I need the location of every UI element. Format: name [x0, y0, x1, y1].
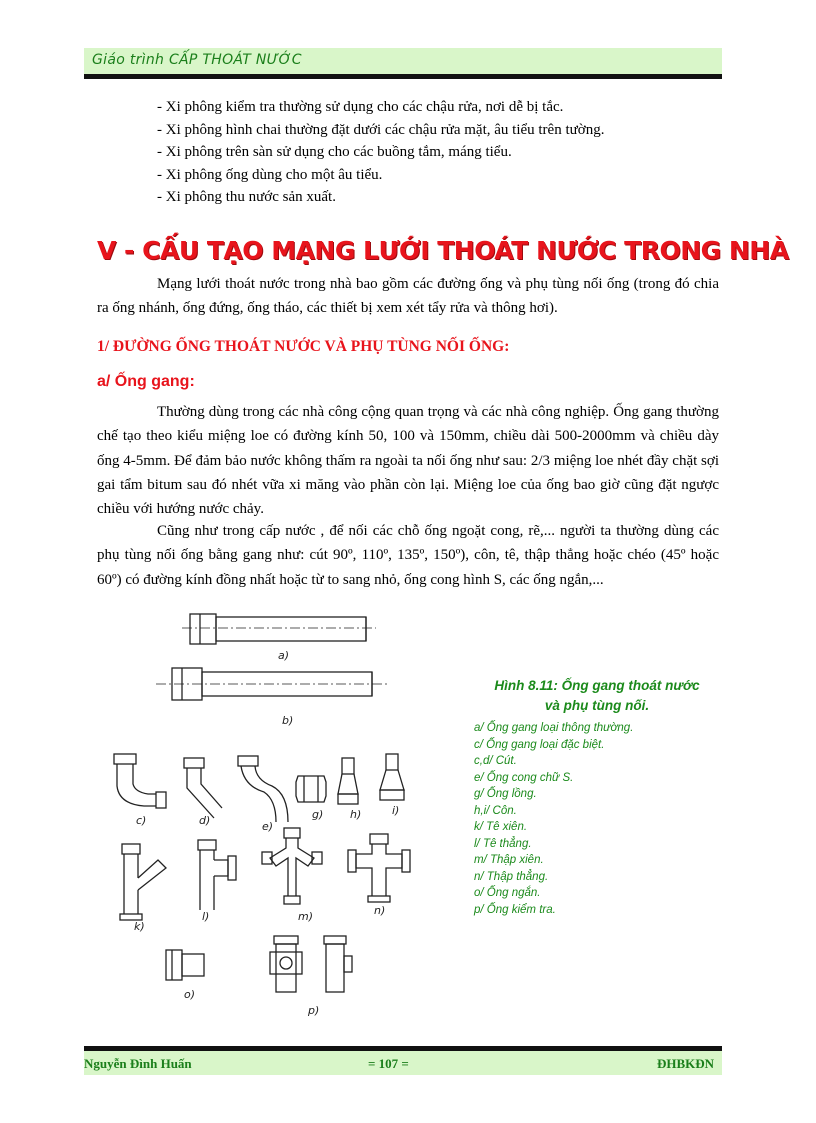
pipe-b-drawing	[156, 668, 390, 700]
elbow-c-drawing	[114, 754, 166, 808]
fig-label-d: d)	[199, 814, 211, 827]
legend-item: p/ Ống kiểm tra.	[474, 903, 556, 916]
fig-label-i: i)	[392, 804, 400, 817]
legend-item: g/ Ống lồng.	[474, 788, 537, 800]
bullet-item: - Xi phông trên sàn sử dụng cho các buồng tắm, máng tiểu.	[157, 144, 512, 160]
legend-item: n/ Thập thẳng.	[474, 870, 549, 883]
fig-label-b: b)	[282, 714, 294, 727]
s-pipe-drawing	[238, 756, 288, 822]
paragraph-cast-iron: Thường dùng trong các nhà công cộng quan trọng và các nhà công nghiệp. Ống gang thường chế tạo theo kiểu miệng loe có đường kính 50, 100 và 150mm, chiều dài 500-2000mm và chiều dày ống 4-5mm. Để đảm bảo nước không thấm ra ngoài ta nối ống như sau: 2/3 miệng loe nhét đầy chặt sợi gai tẩm bitum sau đó nhét vữa xi măng vào phần còn lại. Miệng loe của ống bao giờ cũng đặt ngược chiều với hướng nước chảy.	[97, 404, 719, 518]
double-wye-m-drawing	[262, 828, 322, 904]
page-footer	[84, 1051, 722, 1075]
page-header	[84, 48, 722, 74]
reducer-h-drawing	[338, 758, 358, 804]
fig-label-p: p)	[308, 1004, 320, 1017]
fig-label-n: n)	[374, 904, 386, 917]
figure-caption-line1: Hình 8.11: Ống gang thoát nước	[494, 678, 700, 693]
bullet-item: - Xi phông kiểm tra thường sử dụng cho các chậu rửa, nơi dễ bị tắc.	[157, 99, 564, 115]
fig-label-o: o)	[184, 988, 196, 1001]
sleeve-g-drawing	[296, 776, 326, 802]
fig-label-a: a)	[278, 649, 290, 662]
page-number: = 107 =	[368, 1056, 409, 1071]
bullet-item: - Xi phông ống dùng cho một âu tiểu.	[157, 166, 383, 183]
fig-label-m: m)	[298, 910, 314, 923]
section-title: V - CẤU TẠO MẠNG LƯỚI THOÁT NƯỚC TRONG NHÀ	[97, 236, 789, 265]
elbow-d-drawing	[184, 758, 222, 818]
figure-caption-line2: và phụ tùng nối.	[544, 698, 650, 713]
paragraph-fittings: Cũng như trong cấp nước , để nối các chỗ ống ngoặt cong, rẽ,... người ta thường dùng các phụ tùng nối ống bằng gang như: cút 90º, 110º, 135º, 150º), côn, tê, thập thẳng hoặc chéo (45º hoặc 60º) có đường kính đồng nhất hoặc từ to sang nhỏ, ống cong hình S, các ống ngắn,...	[97, 523, 719, 588]
legend-item: l/ Tê thẳng.	[474, 837, 532, 850]
bullet-item: - Xi phông thu nước sản xuất.	[157, 189, 336, 205]
reducer-i-drawing	[380, 754, 404, 800]
figure-caption	[482, 676, 712, 716]
cross-n-drawing	[348, 834, 410, 902]
fig-label-c: c)	[136, 814, 147, 827]
pipe-drawing	[104, 596, 474, 1026]
figure-legend	[474, 720, 633, 918]
fig-label-e: e)	[262, 820, 274, 833]
legend-item: e/ Ống cong chữ S.	[474, 771, 574, 784]
subsection-title: 1/ ĐƯỜNG ỐNG THOÁT NƯỚC VÀ PHỤ TÙNG NỐI ỐNG:	[97, 338, 510, 355]
fig-label-h: h)	[350, 808, 362, 821]
subsection-heading: a/ Ống gang:	[97, 373, 195, 390]
fig-label-k: k)	[134, 920, 145, 933]
fig-label-g: g)	[312, 808, 324, 821]
header-title: Giáo trình CẤP THOÁT NƯỚC	[92, 52, 302, 68]
wye-k-drawing	[120, 844, 166, 920]
legend-item: a/ Ống gang loại thông thường.	[474, 722, 634, 734]
header-rule	[84, 74, 722, 79]
inspection-pipe-p-drawing	[270, 936, 352, 992]
footer-school: ĐHBKĐN	[656, 1056, 714, 1071]
legend-item: c/ Ống gang loại đặc biệt.	[474, 738, 605, 751]
legend-item: c,d/ Cút.	[474, 755, 517, 767]
bullet-item: - Xi phông hình chai thường đặt dưới các chậu rửa mặt, âu tiểu trên tường.	[157, 121, 605, 138]
pipe-a-drawing	[182, 614, 376, 644]
legend-item: m/ Thập xiên.	[474, 854, 544, 866]
legend-item: h,i/ Côn.	[474, 804, 517, 817]
legend-item: o/ Ống ngắn.	[474, 887, 541, 899]
short-pipe-o-drawing	[166, 950, 204, 980]
footer-author: Nguyễn Đình Huấn	[84, 1056, 192, 1071]
pipe-fittings-figure	[104, 596, 474, 1026]
bullet-list	[157, 96, 604, 209]
fig-label-l: l)	[202, 910, 210, 923]
section-intro: Mạng lưới thoát nước trong nhà bao gồm các đường ống và phụ tùng nối ống (trong đó chia ra ống nhánh, ống đứng, ống tháo, các thiết bị xem xét tẩy rửa và thông hơi).	[97, 276, 719, 317]
tee-l-drawing	[198, 840, 236, 910]
legend-item: k/ Tê xiên.	[474, 821, 528, 833]
